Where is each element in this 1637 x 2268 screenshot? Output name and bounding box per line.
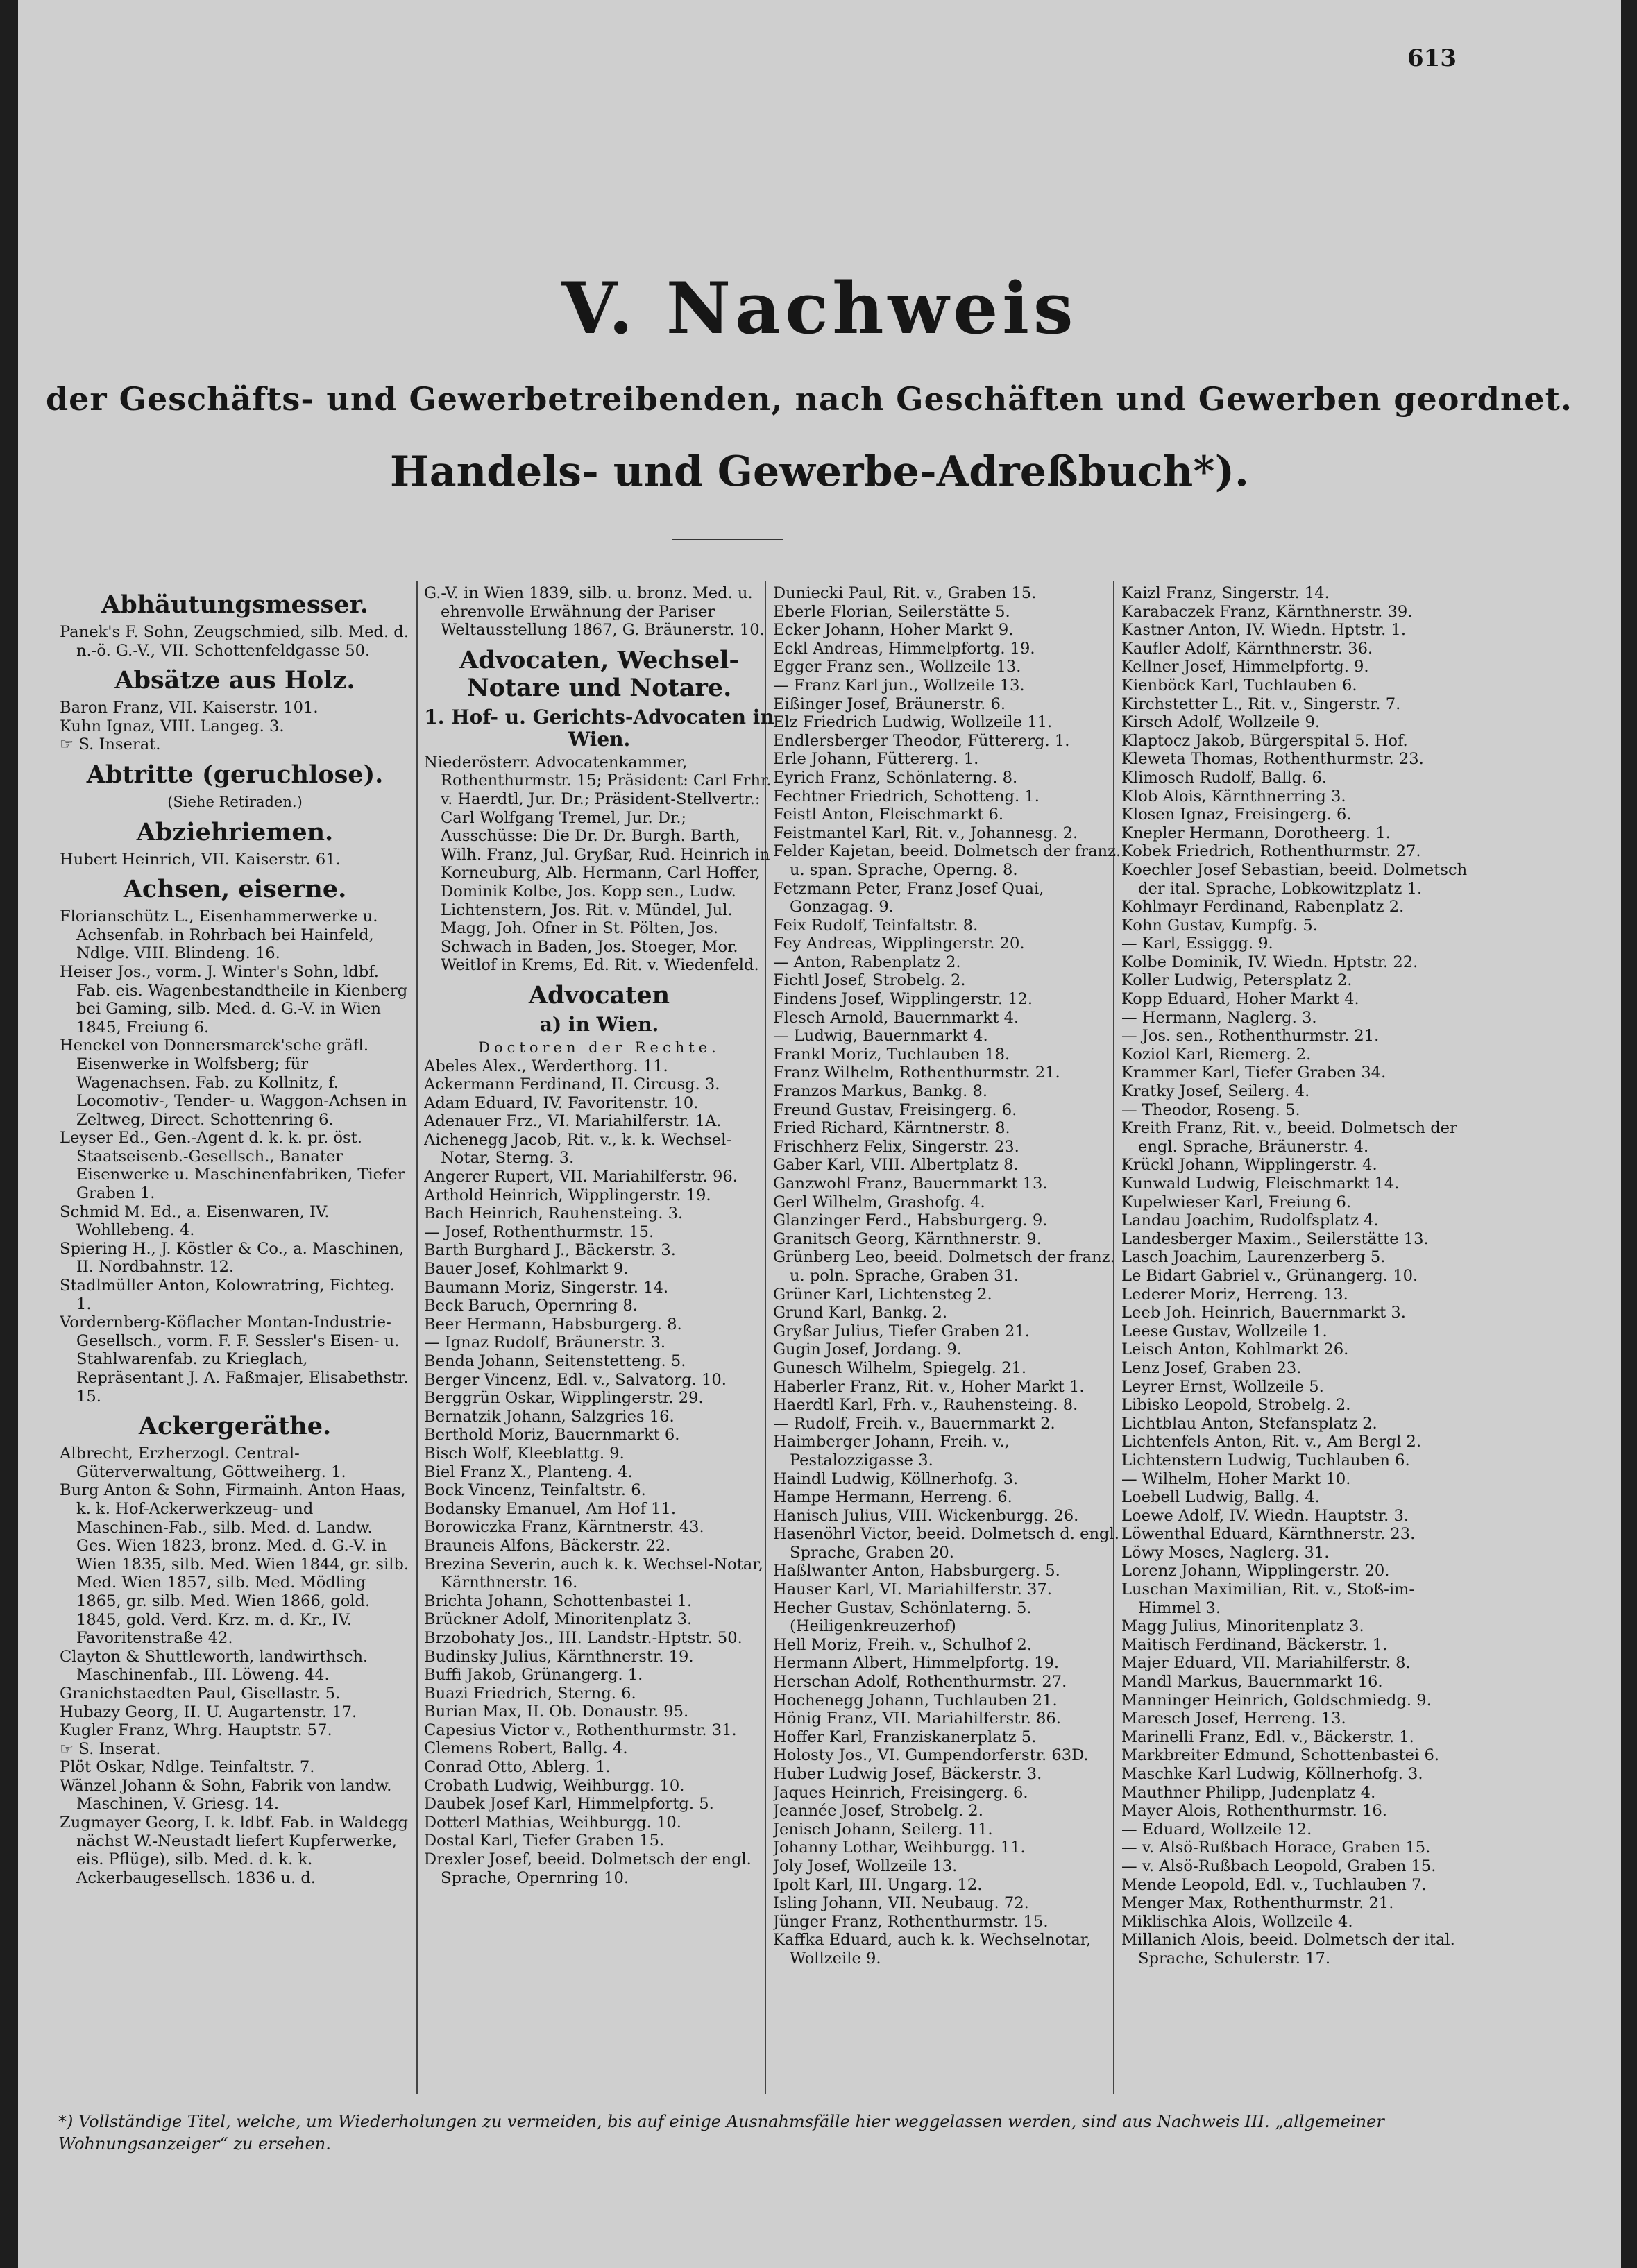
directory-entry: Mauthner Philipp, Judenplatz 4.: [1121, 1783, 1376, 1802]
directory-entry: Berthold Moriz, Bauernmarkt 6.: [424, 1426, 680, 1444]
section-heading: Advocaten: [528, 980, 670, 1009]
directory-entry: Loebell Ludwig, Ballg. 4.: [1121, 1488, 1320, 1507]
directory-entry: Millanich Alois, beeid. Dolmetsch der ital. Sprache, Schulerstr. 17.: [1121, 1931, 1455, 1968]
directory-entry: Hecher Gustav, Schönlaterng. 5. (Heiligenkreuzerhof): [773, 1598, 1032, 1636]
directory-entry: Löwy Moses, Naglerg. 31.: [1121, 1543, 1330, 1562]
section-heading: Abtritte (geruchlose).: [86, 760, 384, 789]
directory-entry: Holosty Jos., VI. Gumpendorferstr. 63D.: [773, 1746, 1089, 1765]
directory-entry: Haberler Franz, Rit. v., Hoher Markt 1.: [773, 1377, 1085, 1396]
directory-entry: Landesberger Maxim., Seilerstätte 13.: [1121, 1229, 1429, 1248]
directory-entry: ☞ S. Inserat.: [60, 1739, 161, 1758]
directory-entry: Hanisch Julius, VIII. Wickenburgg. 26.: [773, 1506, 1079, 1525]
directory-entry: Jeannée Josef, Strobelg. 2.: [773, 1802, 983, 1821]
directory-entry: Klob Alois, Kärnthnerring 3.: [1121, 787, 1346, 805]
directory-entry: Brzobohaty Jos., III. Landstr.-Hptstr. 50.: [424, 1628, 743, 1647]
directory-entry: Eißinger Josef, Bräunerstr. 6.: [773, 694, 1006, 713]
directory-entry: Kopp Eduard, Hoher Markt 4.: [1121, 990, 1359, 1009]
directory-entry: Burian Max, II. Ob. Donaustr. 95.: [424, 1703, 689, 1721]
directory-entry: ☞ S. Inserat.: [60, 735, 161, 754]
directory-entry: Duniecki Paul, Rit. v., Graben 15.: [773, 584, 1037, 602]
directory-entry: — Rudolf, Freih. v., Bauernmarkt 2.: [773, 1414, 1055, 1433]
directory-entry: Le Bidart Gabriel v., Grünangerg. 10.: [1121, 1266, 1418, 1285]
directory-entry: Kunwald Ludwig, Fleischmarkt 14.: [1121, 1175, 1400, 1193]
directory-entry: Kuhn Ignaz, VIII. Langeg. 3.: [60, 717, 285, 735]
directory-entry: Conrad Otto, Ablerg. 1.: [424, 1758, 611, 1777]
column-4: [1121, 584, 1472, 2090]
directory-entry: — v. Alsö-Rußbach Leopold, Graben 15.: [1121, 1857, 1436, 1875]
directory-entry: Clemens Robert, Ballg. 4.: [424, 1739, 628, 1758]
directory-entry: Haindl Ludwig, Köllnerhofg. 3.: [773, 1469, 1019, 1488]
page-title: V. Nachweis: [561, 267, 1078, 350]
directory-entry: Abeles Alex., Werderthorg. 11.: [424, 1057, 668, 1075]
directory-entry: Ackermann Ferdinand, II. Circusg. 3.: [424, 1075, 720, 1094]
directory-entry: Kellner Josef, Himmelpfortg. 9.: [1121, 658, 1369, 676]
directory-entry: Klaptocz Jakob, Bürgerspital 5. Hof.: [1121, 731, 1408, 750]
directory-entry: Kirchstetter L., Rit. v., Singerstr. 7.: [1121, 694, 1401, 713]
directory-entry: Leeb Joh. Heinrich, Bauernmarkt 3.: [1121, 1304, 1406, 1322]
directory-entry: Freund Gustav, Freisingerg. 6.: [773, 1100, 1017, 1119]
directory-entry: Bauer Josef, Kohlmarkt 9.: [424, 1260, 629, 1279]
directory-entry: Ecker Johann, Hoher Markt 9.: [773, 621, 1014, 640]
directory-entry: Hauser Karl, VI. Mariahilferstr. 37.: [773, 1580, 1052, 1599]
directory-entry: Glanzinger Ferd., Habsburgerg. 9.: [773, 1211, 1048, 1230]
directory-entry: Kirsch Adolf, Wollzeile 9.: [1121, 713, 1320, 732]
directory-entry: Kaizl Franz, Singerstr. 14.: [1121, 584, 1330, 602]
directory-entry: Bock Vincenz, Teinfaltstr. 6.: [424, 1481, 646, 1500]
directory-entry: Feistl Anton, Fleischmarkt 6.: [773, 805, 1004, 824]
directory-entry: — v. Alsö-Rußbach Horace, Graben 15.: [1121, 1839, 1431, 1857]
directory-entry: Fried Richard, Kärntnerstr. 8.: [773, 1119, 1010, 1138]
section-note: (Siehe Retiraden.): [167, 793, 303, 810]
directory-entry: Haßlwanter Anton, Habsburgerg. 5.: [773, 1562, 1060, 1580]
directory-entry: Herschan Adolf, Rothenthurmstr. 27.: [773, 1673, 1067, 1691]
directory-entry: Lenz Josef, Graben 23.: [1121, 1358, 1302, 1377]
directory-entry: Eckl Andreas, Himmelpfortg. 19.: [773, 639, 1035, 658]
spaced-heading: Doctoren der Rechte.: [478, 1039, 720, 1056]
directory-entry: Dotterl Mathias, Weihburgg. 10.: [424, 1813, 681, 1832]
directory-entry: Marinelli Franz, Edl. v., Bäckerstr. 1.: [1121, 1728, 1414, 1746]
directory-entry: Bernatzik Johann, Salzgries 16.: [424, 1407, 675, 1426]
section-heading: Absätze aus Holz.: [114, 666, 355, 695]
title-divider: [672, 539, 783, 540]
directory-entry: Loewe Adolf, IV. Wiedn. Hauptstr. 3.: [1121, 1506, 1409, 1525]
subsection-heading: a) in Wien.: [539, 1012, 659, 1036]
directory-entry: Menger Max, Rothenthurmstr. 21.: [1121, 1894, 1394, 1913]
directory-entry: Haimberger Johann, Freih. v., Pestalozzigasse 3.: [773, 1433, 1010, 1469]
directory-entry: Luschan Maximilian, Rit. v., Stoß-im-Himmel 3.: [1121, 1580, 1415, 1617]
directory-entry: Ipolt Karl, III. Ungarg. 12.: [773, 1875, 983, 1894]
directory-entry: Löwenthal Eduard, Kärnthnerstr. 23.: [1121, 1525, 1416, 1544]
directory-entry: Maitisch Ferdinand, Bäckerstr. 1.: [1121, 1635, 1388, 1654]
directory-entry: Johanny Lothar, Weihburgg. 11.: [773, 1839, 1026, 1857]
directory-entry: Erle Johann, Füttererg. 1.: [773, 750, 979, 769]
section-heading: Advocaten, Wechsel-Notare und Notare.: [459, 645, 739, 702]
directory-entry: Borowiczka Franz, Kärntnerstr. 43.: [424, 1518, 704, 1537]
directory-entry: Kugler Franz, Whrg. Hauptstr. 57.: [60, 1721, 332, 1740]
directory-entry: Maresch Josef, Herreng. 13.: [1121, 1709, 1346, 1728]
directory-entry: Eyrich Franz, Schönlaterng. 8.: [773, 768, 1018, 787]
directory-entry: — Ludwig, Bauernmarkt 4.: [773, 1027, 988, 1046]
directory-entry: Kolbe Dominik, IV. Wiedn. Hptstr. 22.: [1121, 953, 1418, 971]
directory-entry: Panek's F. Sohn, Zeugschmied, silb. Med. d. n.-ö. G.-V., VII. Schottenfeldgasse 50.: [60, 623, 409, 660]
directory-entry: Gunesch Wilhelm, Spiegelg. 21.: [773, 1358, 1027, 1377]
directory-entry: Benda Johann, Seitenstetteng. 5.: [424, 1352, 686, 1370]
directory-entry: Vordernberg-Köflacher Montan-Industrie-Gesellsch., vorm. F. F. Sessler's Eisen- u. Stahlwarenfab. zu Krieglach, Repräsentant J. A. Faßmajer, Elisabethstr. 15.: [60, 1313, 409, 1406]
directory-entry: Barth Burghard J., Bäckerstr. 3.: [424, 1241, 676, 1260]
directory-entry: Plöt Oskar, Ndlge. Teinfaltstr. 7.: [60, 1758, 315, 1777]
directory-entry: Brezina Severin, auch k. k. Wechsel-Notar, Kärnthnerstr. 16.: [424, 1555, 763, 1592]
directory-entry: Fey Andreas, Wipplingerstr. 20.: [773, 935, 1025, 953]
directory-entry: Kaufler Adolf, Kärnthnerstr. 36.: [1121, 639, 1373, 658]
directory-entry: Hubert Heinrich, VII. Kaiserstr. 61.: [60, 850, 341, 869]
directory-entry: Gaber Karl, VIII. Albertplatz 8.: [773, 1156, 1019, 1175]
directory-entry: Crobath Ludwig, Weihburgg. 10.: [424, 1776, 685, 1795]
directory-entry: Beer Hermann, Habsburgerg. 8.: [424, 1315, 682, 1333]
directory-entry: Gerl Wilhelm, Grashofg. 4.: [773, 1193, 985, 1211]
directory-entry: Franzos Markus, Bankg. 8.: [773, 1082, 988, 1101]
directory-entry: Ganzwohl Franz, Bauernmarkt 13.: [773, 1175, 1048, 1193]
directory-entry: Henckel von Donnersmarck'sche gräfl. Eisenwerke in Wolfsberg; für Wagenachsen. Fab. zu Kollnitz, f. Locomotiv-, Tender- u. Waggon-Achsen in Zeltweg, Direct. Schottenring 6.: [60, 1037, 407, 1129]
directory-entry: Kratky Josef, Seilerg. 4.: [1121, 1082, 1310, 1101]
subsection-heading: 1. Hof- u. Gerichts-Advocaten in Wien.: [424, 705, 774, 751]
directory-entry: Spiering H., J. Köstler & Co., a. Maschinen, II. Nordbahnstr. 12.: [60, 1239, 405, 1277]
directory-entry: Kupelwieser Karl, Freiung 6.: [1121, 1193, 1351, 1211]
directory-entry: Endlersberger Theodor, Füttererg. 1.: [773, 731, 1070, 750]
directory-entry: Capesius Victor v., Rothenthurmstr. 31.: [424, 1721, 737, 1739]
directory-entry: Buazi Friedrich, Sterng. 6.: [424, 1684, 636, 1703]
directory-entry: Berger Vincenz, Edl. v., Salvatorg. 10.: [424, 1370, 727, 1389]
directory-entry: Kohlmayr Ferdinand, Rabenplatz 2.: [1121, 898, 1405, 916]
directory-entry: Brichta Johann, Schottenbastei 1.: [424, 1592, 693, 1610]
directory-entry: Franz Wilhelm, Rothenthurmstr. 21.: [773, 1064, 1060, 1082]
directory-entry: G.-V. in Wien 1839, silb. u. bronz. Med. u. ehrenvolle Erwähnung der Pariser Weltausstellung 1867, G. Bräunerstr. 10.: [424, 584, 765, 640]
directory-entry: Mandl Markus, Bauernmarkt 16.: [1121, 1673, 1383, 1691]
directory-entry: Schmid M. Ed., a. Eisenwaren, IV. Wohllebeng. 4.: [60, 1202, 330, 1240]
directory-entry: Leyser Ed., Gen.-Agent d. k. k. pr. öst. Staatseisenb.-Gesellsch., Banater Eisenwerke u. Maschinenfabriken, Tiefer Graben 1.: [60, 1129, 405, 1203]
directory-entry: Kienböck Karl, Tuchlauben 6.: [1121, 676, 1357, 694]
directory-entry: Grünberg Leo, beeid. Dolmetsch der franz. u. poln. Sprache, Graben 31.: [773, 1248, 1115, 1285]
directory-entry: Clayton & Shuttleworth, landwirthsch. Maschinenfab., III. Löweng. 44.: [60, 1647, 368, 1685]
section-heading: Abhäutungsmesser.: [101, 590, 368, 619]
directory-entry: Frankl Moriz, Tuchlauben 18.: [773, 1045, 1010, 1064]
directory-entry: Eberle Florian, Seilerstätte 5.: [773, 602, 1010, 621]
directory-entry: — Wilhelm, Hoher Markt 10.: [1121, 1469, 1351, 1488]
directory-entry: Hubazy Georg, II. U. Augartenstr. 17.: [60, 1703, 357, 1721]
directory-entry: Manninger Heinrich, Goldschmiedg. 9.: [1121, 1691, 1432, 1709]
section-heading: Achsen, eiserne.: [123, 875, 347, 904]
directory-entry: Flesch Arnold, Bauernmarkt 4.: [773, 1008, 1019, 1027]
directory-entry: Beck Baruch, Opernring 8.: [424, 1297, 638, 1315]
directory-entry: Hell Moriz, Freih. v., Schulhof 2.: [773, 1635, 1033, 1654]
directory-entry: — Anton, Rabenplatz 2.: [773, 953, 961, 971]
directory-entry: Angerer Rupert, VII. Mariahilferstr. 96.: [424, 1168, 738, 1186]
directory-entry: Berggrün Oskar, Wipplingerstr. 29.: [424, 1389, 704, 1408]
directory-entry: Maschke Karl Ludwig, Köllnerhofg. 3.: [1121, 1765, 1423, 1783]
directory-entry: Karabaczek Franz, Kärnthnerstr. 39.: [1121, 602, 1413, 621]
column-1: [60, 584, 410, 2090]
directory-entry: Adam Eduard, IV. Favoritenstr. 10.: [424, 1093, 699, 1112]
directory-entry: Lorenz Johann, Wipplingerstr. 20.: [1121, 1562, 1390, 1580]
directory-entry: Heiser Jos., vorm. J. Winter's Sohn, ldbf. Fab. eis. Wagenbestandtheile in Kienberg bei Gaming, silb. Med. d. G.-V. in Wien 1845, Freiung 6.: [60, 962, 408, 1037]
directory-entry: Frischherz Felix, Singerstr. 23.: [773, 1137, 1019, 1156]
directory-entry: Buffi Jakob, Grünangerg. 1.: [424, 1666, 643, 1685]
directory-entry: Bisch Wolf, Kleeblattg. 9.: [424, 1444, 625, 1463]
directory-entry: Gugin Josef, Jordang. 9.: [773, 1340, 962, 1359]
directory-entry: Brückner Adolf, Minoritenplatz 3.: [424, 1610, 693, 1629]
directory-entry: Gryßar Julius, Tiefer Graben 21.: [773, 1322, 1030, 1340]
directory-entry: Leisch Anton, Kohlmarkt 26.: [1121, 1340, 1349, 1359]
directory-entry: — Karl, Essiggg. 9.: [1121, 935, 1273, 953]
directory-entry: Miklischka Alois, Wollzeile 4.: [1121, 1912, 1353, 1931]
directory-entry: Wänzel Johann & Sohn, Fabrik von landw. Maschinen, V. Griesg. 14.: [60, 1776, 392, 1814]
column-divider: [416, 581, 418, 2094]
directory-entry: Fichtl Josef, Strobelg. 2.: [773, 971, 966, 990]
directory-entry: — Ignaz Rudolf, Bräunerstr. 3.: [424, 1333, 666, 1352]
directory-entry: Felder Kajetan, beeid. Dolmetsch der franz. u. span. Sprache, Operng. 8.: [773, 842, 1121, 879]
column-3: [773, 584, 1123, 2090]
directory-entry: Daubek Josef Karl, Himmelpfortg. 5.: [424, 1795, 714, 1814]
directory-entry: — Theodor, Roseng. 5.: [1121, 1100, 1300, 1119]
directory-entry: Granichstaedten Paul, Gisellastr. 5.: [60, 1684, 341, 1703]
directory-entry: Hampe Hermann, Herreng. 6.: [773, 1488, 1012, 1507]
directory-entry: Isling Johann, VII. Neubaug. 72.: [773, 1894, 1029, 1913]
directory-entry: Feistmantel Karl, Rit. v., Johannesg. 2.: [773, 824, 1078, 842]
directory-entry: Elz Friedrich Ludwig, Wollzeile 11.: [773, 713, 1053, 732]
directory-entry: Huber Ludwig Josef, Bäckerstr. 3.: [773, 1765, 1042, 1783]
directory-entry: — Hermann, Naglerg. 3.: [1121, 1008, 1317, 1027]
directory-entry: Koechler Josef Sebastian, beeid. Dolmetsch der ital. Sprache, Lobkowitzplatz 1.: [1121, 860, 1468, 898]
directory-entry: Krammer Karl, Tiefer Graben 34.: [1121, 1064, 1386, 1082]
directory-entry: Leese Gustav, Wollzeile 1.: [1121, 1322, 1328, 1340]
column-2: [424, 584, 774, 2090]
directory-entry: — Eduard, Wollzeile 12.: [1121, 1820, 1312, 1839]
section-heading: Ackergeräthe.: [138, 1412, 332, 1441]
directory-entry: Aichenegg Jacob, Rit. v., k. k. Wechsel-Notar, Sterng. 3.: [424, 1130, 731, 1168]
directory-entry: Arthold Heinrich, Wipplingerstr. 19.: [424, 1186, 711, 1204]
directory-entry: Hoffer Karl, Franziskanerplatz 5.: [773, 1728, 1037, 1746]
section-heading: Abziehriemen.: [136, 817, 334, 846]
directory-entry: Kaffka Eduard, auch k. k. Wechselnotar, Wollzeile 9.: [773, 1931, 1092, 1968]
directory-entry: Mayer Alois, Rothenthurmstr. 16.: [1121, 1802, 1387, 1821]
directory-entry: Kohn Gustav, Kumpfg. 5.: [1121, 916, 1318, 935]
directory-entry: Jünger Franz, Rothenthurmstr. 15.: [773, 1912, 1049, 1931]
page-subtitle-2: Handels- und Gewerbe-Adreßbuch*).: [390, 447, 1249, 496]
page-subtitle: der Geschäfts- und Gewerbetreibenden, nach Geschäften und Gewerben geordnet.: [46, 380, 1572, 418]
directory-entry: Lichtblau Anton, Stefansplatz 2.: [1121, 1414, 1377, 1433]
directory-entry: Dostal Karl, Tiefer Graben 15.: [424, 1832, 665, 1850]
directory-entry: Brauneis Alfons, Bäckerstr. 22.: [424, 1536, 671, 1555]
directory-entry: Adenauer Frz., VI. Mariahilferstr. 1A.: [424, 1112, 722, 1131]
directory-entry: Kleweta Thomas, Rothenthurmstr. 23.: [1121, 750, 1424, 769]
directory-entry: Stadlmüller Anton, Kolowratring, Fichteg. 1.: [60, 1277, 395, 1313]
directory-entry: — Jos. sen., Rothenthurmstr. 21.: [1121, 1027, 1380, 1046]
directory-entry: Fechtner Friedrich, Schotteng. 1.: [773, 787, 1040, 805]
directory-entry: Libisko Leopold, Strobelg. 2.: [1121, 1396, 1351, 1415]
directory-entry: Majer Eduard, VII. Mariahilferstr. 8.: [1121, 1654, 1411, 1673]
directory-entry: Haerdtl Karl, Frh. v., Rauhensteing. 8.: [773, 1396, 1078, 1415]
directory-entry: Hasenöhrl Victor, beeid. Dolmetsch d. engl. Sprache, Graben 20.: [773, 1525, 1119, 1562]
directory-entry: Jaques Heinrich, Freisingerg. 6.: [773, 1783, 1028, 1802]
directory-entry: Biel Franz X., Planteng. 4.: [424, 1463, 633, 1481]
document-page: [18, 0, 1621, 2268]
directory-entry: Florianschütz L., Eisenhammerwerke u. Achsenfab. in Rohrbach bei Hainfeld, Ndlge. VIII. Blindeng. 16.: [60, 907, 378, 963]
directory-entry: Lichtenstern Ludwig, Tuchlauben 6.: [1121, 1451, 1410, 1469]
directory-entry: Landau Joachim, Rudolfsplatz 4.: [1121, 1211, 1379, 1230]
directory-entry: Lasch Joachim, Laurenzerberg 5.: [1121, 1248, 1386, 1267]
directory-entry: Egger Franz sen., Wollzeile 13.: [773, 658, 1021, 676]
directory-entry: Niederösterr. Advocatenkammer, Rothenthurmstr. 15; Präsident: Carl Frhr. v. Haerdtl, Jur. Dr.; Präsident-Stellvertr.: Carl Wolfgang Tremel, Jur. Dr.; Ausschüsse: Die Dr. Dr. Burgh. Barth, Wilh. Franz, Jul. Gryßar, Rud. Heinrich in Korneuburg, Alb. Hermann, Carl Hoffer, Dominik Kolbe, Jos. Kopp sen., Ludw. Lichtenstern, Jos. Rit. v. Mündel, Jul. Magg, Joh. Ofner in St. Pölten, Jos. Schwach in Baden, Jos. Stoeger, Mor. Weitlof in Krems, Ed. Rit. v. Wiedenfeld.: [424, 753, 772, 975]
directory-entry: Joly Josef, Wollzeile 13.: [773, 1857, 958, 1875]
directory-entry: Koller Ludwig, Petersplatz 2.: [1121, 971, 1352, 990]
directory-entry: Knepler Hermann, Dorotheerg. 1.: [1121, 824, 1391, 842]
footnote: *) Vollständige Titel, welche, um Wiederholungen zu vermeiden, bis auf einige Ausnahmsfälle hier weggelassen werden, sind aus Nachweis III. „allgemeiner Wohnungsanzeiger“ zu ersehen.: [58, 2112, 1384, 2154]
directory-entry: Klimosch Rudolf, Ballg. 6.: [1121, 768, 1328, 787]
directory-entry: Krückl Johann, Wipplingerstr. 4.: [1121, 1156, 1377, 1175]
directory-entry: Hochenegg Johann, Tuchlauben 21.: [773, 1691, 1058, 1709]
directory-entry: Lichtenfels Anton, Rit. v., Am Bergl 2.: [1121, 1433, 1422, 1451]
directory-entry: Kreith Franz, Rit. v., beeid. Dolmetsch der engl. Sprache, Bräunerstr. 4.: [1121, 1119, 1457, 1156]
directory-entry: Koziol Karl, Riemerg. 2.: [1121, 1045, 1312, 1064]
directory-entry: Magg Julius, Minoritenplatz 3.: [1121, 1617, 1364, 1636]
directory-entry: Lederer Moriz, Herreng. 13.: [1121, 1285, 1348, 1304]
directory-entry: Budinsky Julius, Kärnthnerstr. 19.: [424, 1647, 694, 1666]
directory-entry: Grund Karl, Bankg. 2.: [773, 1304, 948, 1322]
directory-entry: Bodansky Emanuel, Am Hof 11.: [424, 1499, 677, 1518]
directory-entry: Albrecht, Erzherzogl. Central-Güterverwaltung, Göttweiherg. 1.: [60, 1444, 346, 1481]
directory-entry: Klosen Ignaz, Freisingerg. 6.: [1121, 805, 1352, 824]
directory-entry: Markbreiter Edmund, Schottenbastei 6.: [1121, 1746, 1440, 1765]
directory-entry: Findens Josef, Wipplingerstr. 12.: [773, 990, 1033, 1009]
directory-entry: Drexler Josef, beeid. Dolmetsch der engl. Sprache, Opernring 10.: [424, 1850, 752, 1887]
directory-entry: Burg Anton & Sohn, Firmainh. Anton Haas, k. k. Hof-Ackerwerkzeug- und Maschinen-Fab., silb. Med. d. Landw. Ges. Wien 1823, bronz. Med. d. G.-V. in Wien 1835, silb. Med. Wien 1844, gr. silb. Med. Wien 1857, silb. Med. Mödling 1865, gr. silb. Med. Wien 1866, gold. 1845, gold. Verd. Krz. m. d. Kr., IV. Favoritenstraße 42.: [60, 1481, 409, 1648]
directory-entry: Hermann Albert, Himmelpfortg. 19.: [773, 1654, 1060, 1673]
directory-entry: — Josef, Rothenthurmstr. 15.: [424, 1222, 654, 1241]
directory-entry: Feix Rudolf, Teinfaltstr. 8.: [773, 916, 978, 935]
directory-entry: Baron Franz, VII. Kaiserstr. 101.: [60, 699, 319, 717]
directory-entry: Kastner Anton, IV. Wiedn. Hptstr. 1.: [1121, 621, 1407, 640]
directory-entry: Zugmayer Georg, I. k. ldbf. Fab. in Waldegg nächst W.-Neustadt liefert Kupferwerke, eis. Pflüge), silb. Med. d. k. k. Ackerbaugesellsch. 1836 u. d.: [60, 1814, 408, 1887]
page-number: 613: [1407, 44, 1457, 72]
directory-entry: Kobek Friedrich, Rothenthurmstr. 27.: [1121, 842, 1421, 861]
directory-entry: Granitsch Georg, Kärnthnerstr. 9.: [773, 1229, 1042, 1248]
directory-entry: Grüner Karl, Lichtensteg 2.: [773, 1285, 992, 1304]
directory-entry: Fetzmann Peter, Franz Josef Quai, Gonzagag. 9.: [773, 879, 1044, 916]
directory-entry: Baumann Moriz, Singerstr. 14.: [424, 1278, 669, 1297]
directory-entry: — Franz Karl jun., Wollzeile 13.: [773, 676, 1025, 694]
directory-entry: Mende Leopold, Edl. v., Tuchlauben 7.: [1121, 1875, 1427, 1894]
directory-entry: Leyrer Ernst, Wollzeile 5.: [1121, 1377, 1324, 1396]
directory-entry: Bach Heinrich, Rauhensteing. 3.: [424, 1204, 684, 1223]
directory-entry: Hönig Franz, VII. Mariahilferstr. 86.: [773, 1709, 1061, 1728]
directory-entry: Jenisch Johann, Seilerg. 11.: [773, 1820, 993, 1839]
